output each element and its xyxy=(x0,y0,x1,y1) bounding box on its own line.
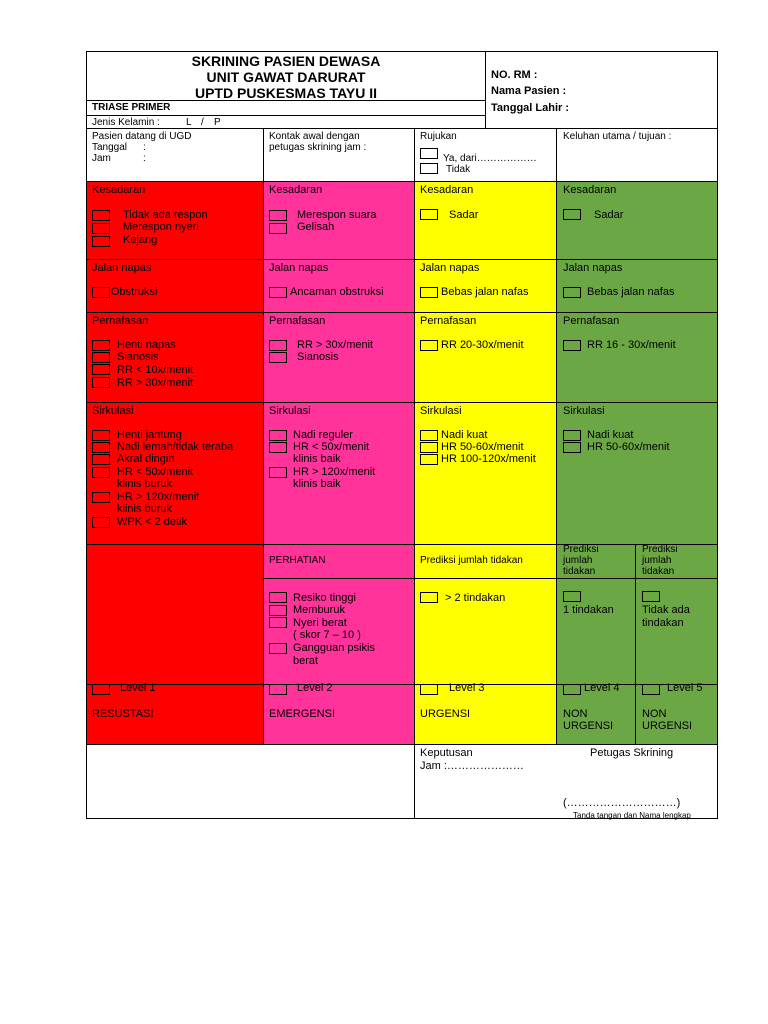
pernafasan-red-item-4: RR > 30x/menit xyxy=(117,377,194,389)
pernafasan-red-checkbox-4[interactable] xyxy=(92,377,110,388)
kesadaran-red-item-2: Merespon nyeri xyxy=(123,221,199,233)
tanggal-lahir-label: Tanggal Lahir : xyxy=(491,102,570,114)
prediksi-header-green1-l1: Prediksi xyxy=(563,544,599,555)
sirkulasi-red-checkbox-5[interactable] xyxy=(92,492,110,503)
jalan-napas-label-green: Jalan napas xyxy=(563,262,623,274)
jalan-napas-yellow-item: Bebas jalan nafas xyxy=(441,286,529,298)
triase-primer-label: TRIASE PRIMER xyxy=(92,102,171,113)
level3-checkbox[interactable] xyxy=(420,684,438,695)
level1-label: Level 1 xyxy=(120,682,156,694)
kontak-line-2: petugas skrining jam : xyxy=(269,142,367,153)
pernafasan-red-checkbox-3[interactable] xyxy=(92,364,110,375)
prediksi-green1-item: 1 tindakan xyxy=(563,604,614,616)
sirkulasi-yellow-checkbox-2[interactable] xyxy=(420,442,438,453)
perhatian-item-5: Gangguan psikis xyxy=(293,642,375,654)
pernafasan-pink-item-2: Sianosis xyxy=(297,351,339,363)
sirkulasi-pink-checkbox-1[interactable] xyxy=(269,430,287,441)
pernafasan-pink-checkbox-1[interactable] xyxy=(269,340,287,351)
perhatian-item-2: Memburuk xyxy=(293,604,345,616)
level3-column-bg xyxy=(415,182,556,545)
level3-label: Level 3 xyxy=(449,682,485,694)
prediksi-header-green2-l2: jumlah xyxy=(642,555,672,566)
keputusan-label: Keputusan xyxy=(420,747,473,759)
form-title-1: SKRINING PASIEN DEWASA xyxy=(191,53,381,69)
pernafasan-green-checkbox[interactable] xyxy=(563,340,581,351)
kesadaran-yellow-item: Sadar xyxy=(449,209,479,221)
level5-label: Level 5 xyxy=(667,682,703,694)
sirkulasi-red-checkbox-3[interactable] xyxy=(92,454,110,465)
kesadaran-label-pink: Kesadaran xyxy=(269,184,323,196)
sirkulasi-pink-item-5: klinis baik xyxy=(293,478,341,490)
jalan-napas-yellow-checkbox[interactable] xyxy=(420,287,438,298)
form-title-3: UPTD PUSKESMAS TAYU II xyxy=(194,85,378,101)
perhatian-checkbox-2[interactable] xyxy=(269,605,287,616)
perhatian-checkbox-1[interactable] xyxy=(269,592,287,603)
prediksi-yellow-item: > 2 tindakan xyxy=(445,592,506,604)
rujukan-label: Rujukan xyxy=(420,131,457,142)
kesadaran-red-checkbox-3[interactable] xyxy=(92,236,110,247)
pernafasan-pink-checkbox-2[interactable] xyxy=(269,352,287,363)
pernafasan-label-pink: Pernafasan xyxy=(269,315,326,327)
prediksi-header-green2-l3: tidakan xyxy=(642,566,675,577)
kesadaran-red-checkbox-1[interactable] xyxy=(92,210,110,221)
rujukan-ya-label: Ya, dari……………… xyxy=(443,153,537,164)
sirkulasi-red-item-3: Akral dingin xyxy=(117,453,175,465)
kesadaran-green-checkbox[interactable] xyxy=(563,209,581,220)
pernafasan-label-red: Pernafasan xyxy=(92,315,149,327)
datang-tanggal-colon: : xyxy=(143,142,146,153)
perhatian-checkbox-4[interactable] xyxy=(269,643,287,654)
kesadaran-label-green: Kesadaran xyxy=(563,184,617,196)
pernafasan-red-checkbox-1[interactable] xyxy=(92,340,110,351)
kesadaran-pink-checkbox-1[interactable] xyxy=(269,210,287,221)
jalan-napas-label-yellow: Jalan napas xyxy=(420,262,480,274)
jalan-napas-label-pink: Jalan napas xyxy=(269,262,329,274)
level2-checkbox[interactable] xyxy=(269,684,287,695)
pernafasan-yellow-checkbox[interactable] xyxy=(420,340,438,351)
sirkulasi-label-green: Sirkulasi xyxy=(563,405,605,417)
sirkulasi-green-checkbox-1[interactable] xyxy=(563,430,581,441)
kesadaran-red-checkbox-2[interactable] xyxy=(92,223,110,234)
prediksi-header-yellow: Prediksi jumlah tidakan xyxy=(420,555,523,566)
sirkulasi-red-checkbox-2[interactable] xyxy=(92,442,110,453)
sirkulasi-label-red: Sirkulasi xyxy=(92,405,134,417)
jalan-napas-pink-checkbox[interactable] xyxy=(269,287,287,298)
level5-checkbox[interactable] xyxy=(642,684,660,695)
sirkulasi-label-yellow: Sirkulasi xyxy=(420,405,462,417)
sirkulasi-yellow-item-3: HR 100-120x/menit xyxy=(441,453,536,465)
perhatian-header: PERHATIAN xyxy=(269,555,326,566)
sirkulasi-red-item-5: klinis buruk xyxy=(117,478,173,490)
sirkulasi-pink-item-3: klinis baik xyxy=(293,453,341,465)
sirkulasi-yellow-item-1: Nadi kuat xyxy=(441,429,488,441)
level5-name-1: NON xyxy=(642,708,667,720)
pernafasan-yellow-item: RR 20-30x/menit xyxy=(441,339,524,351)
jalan-napas-pink-item: Ancaman obstruksi xyxy=(290,286,384,298)
prediksi-green2-item-1: Tidak ada xyxy=(642,604,690,616)
prediksi-yellow-checkbox[interactable] xyxy=(420,592,438,603)
pernafasan-red-checkbox-2[interactable] xyxy=(92,352,110,363)
sirkulasi-label-pink: Sirkulasi xyxy=(269,405,311,417)
datang-jam-colon: : xyxy=(143,153,146,164)
jalan-napas-label-red: Jalan napas xyxy=(92,262,152,274)
kesadaran-red-item-3: Kejang xyxy=(123,234,158,246)
signature-line: (…………………………) xyxy=(563,797,681,809)
form-title-2: UNIT GAWAT DARURAT xyxy=(206,69,366,85)
perhatian-item-6: berat xyxy=(293,655,319,667)
sirkulasi-red-checkbox-6[interactable] xyxy=(92,517,110,528)
perhatian-item-4: ( skor 7 – 10 ) xyxy=(293,629,361,641)
prediksi-green2-item-2: tindakan xyxy=(642,617,684,629)
rujukan-tidak-checkbox[interactable] xyxy=(420,163,438,174)
keluhan-label: Keluhan utama / tujuan : xyxy=(563,131,672,142)
level2-name: EMERGENSI xyxy=(269,708,336,720)
level1-name: RESUSTASI xyxy=(92,708,154,720)
perhatian-item-3: Nyeri berat xyxy=(293,617,347,629)
prediksi-green2-checkbox[interactable] xyxy=(642,591,660,602)
kesadaran-pink-item-2: Gelisah xyxy=(297,221,335,233)
tanda-tangan-label: Tanda tangan dan Nama lengkap xyxy=(573,811,691,820)
level4-checkbox[interactable] xyxy=(563,684,581,695)
pernafasan-green-item: RR 16 - 30x/menit xyxy=(587,339,676,351)
pernafasan-label-yellow: Pernafasan xyxy=(420,315,477,327)
perhatian-item-1: Resiko tinggi xyxy=(293,592,356,604)
no-rm-label: NO. RM : xyxy=(491,69,538,81)
sirkulasi-yellow-checkbox-1[interactable] xyxy=(420,430,438,441)
sirkulasi-red-item-6: HR > 120x/menit xyxy=(117,491,200,503)
sirkulasi-pink-item-4: HR > 120x/menit xyxy=(293,466,376,478)
sirkulasi-red-item-1: Henti jantung xyxy=(117,429,182,441)
prediksi-green1-checkbox[interactable] xyxy=(563,591,581,602)
pernafasan-pink-item-1: RR > 30x/menit xyxy=(297,339,374,351)
kesadaran-pink-checkbox-2[interactable] xyxy=(269,223,287,234)
level2-label: Level 2 xyxy=(297,682,333,694)
level2-column-bg xyxy=(264,182,414,545)
jenis-kelamin-label: Jenis Kelamin : xyxy=(92,117,160,128)
sirkulasi-pink-item-2: HR < 50x/menit xyxy=(293,441,370,453)
kesadaran-label-red: Kesadaran xyxy=(92,184,146,196)
level5-name-2: URGENSI xyxy=(642,720,693,732)
datang-tanggal: Tanggal xyxy=(92,142,128,153)
kesadaran-label-yellow: Kesadaran xyxy=(420,184,474,196)
kesadaran-green-item: Sadar xyxy=(594,209,624,221)
jk-l: L xyxy=(186,117,192,128)
perhatian-checkbox-3[interactable] xyxy=(269,617,287,628)
pernafasan-red-item-1: Henti napas xyxy=(117,339,176,351)
sirkulasi-red-checkbox-1[interactable] xyxy=(92,430,110,441)
pernafasan-red-item-2: Sianosis xyxy=(117,351,159,363)
rujukan-tidak-label: Tidak xyxy=(446,164,471,175)
keputusan-jam: Jam :………………… xyxy=(420,760,524,772)
sirkulasi-green-item-2: HR 50-60x/menit xyxy=(587,441,670,453)
level4-column-bg xyxy=(557,182,717,545)
sirkulasi-pink-checkbox-3[interactable] xyxy=(269,467,287,478)
sirkulasi-red-item-8: WPK < 2 detik xyxy=(117,516,188,528)
sirkulasi-yellow-checkbox-3[interactable] xyxy=(420,454,438,465)
rujukan-ya-checkbox[interactable] xyxy=(420,148,438,159)
jk-p: P xyxy=(214,117,221,128)
sirkulasi-red-item-2: Nadi lemah/tidak teraba xyxy=(117,441,234,453)
pernafasan-label-green: Pernafasan xyxy=(563,315,620,327)
prediksi-header-green2-l1: Prediksi xyxy=(642,544,678,555)
kontak-line-1: Kontak awal dengan xyxy=(269,131,360,142)
kesadaran-red-item-1: Tidak ada respon xyxy=(123,209,208,221)
kesadaran-pink-item-1: Merespon suara xyxy=(297,209,377,221)
sirkulasi-green-checkbox-2[interactable] xyxy=(563,442,581,453)
nama-pasien-label: Nama Pasien : xyxy=(491,85,567,97)
level1-checkbox[interactable] xyxy=(92,684,110,695)
sirkulasi-yellow-item-2: HR 50-60x/menit xyxy=(441,441,524,453)
sirkulasi-red-checkbox-4[interactable] xyxy=(92,467,110,478)
prediksi-header-green1-l3: tidakan xyxy=(563,566,596,577)
sirkulasi-pink-item-1: Nadi reguler xyxy=(293,429,353,441)
jalan-napas-green-checkbox[interactable] xyxy=(563,287,581,298)
sirkulasi-red-item-4: HR < 50x/menit xyxy=(117,466,194,478)
sirkulasi-green-item-1: Nadi kuat xyxy=(587,429,634,441)
datang-line-1: Pasien datang di UGD xyxy=(92,131,192,142)
datang-jam: Jam xyxy=(92,153,111,164)
jalan-napas-green-item: Bebas jalan nafas xyxy=(587,286,675,298)
sirkulasi-red-item-7: klinis buruk xyxy=(117,503,173,515)
header-divider xyxy=(485,51,486,129)
jk-sep: / xyxy=(201,117,204,128)
jalan-napas-red-checkbox[interactable] xyxy=(92,287,110,298)
jalan-napas-red-item: Obstruksi xyxy=(111,286,158,298)
prediksi-header-green1-l2: jumlah xyxy=(563,555,593,566)
level4-name-1: NON xyxy=(563,708,588,720)
petugas-skrining-label: Petugas Skrining xyxy=(590,747,674,759)
level4-name-2: URGENSI xyxy=(563,720,614,732)
pernafasan-red-item-3: RR < 10x/menit xyxy=(117,364,194,376)
level4-label: Level 4 xyxy=(584,682,620,694)
sirkulasi-pink-checkbox-2[interactable] xyxy=(269,442,287,453)
level3-name: URGENSI xyxy=(420,708,471,720)
kesadaran-yellow-checkbox[interactable] xyxy=(420,209,438,220)
